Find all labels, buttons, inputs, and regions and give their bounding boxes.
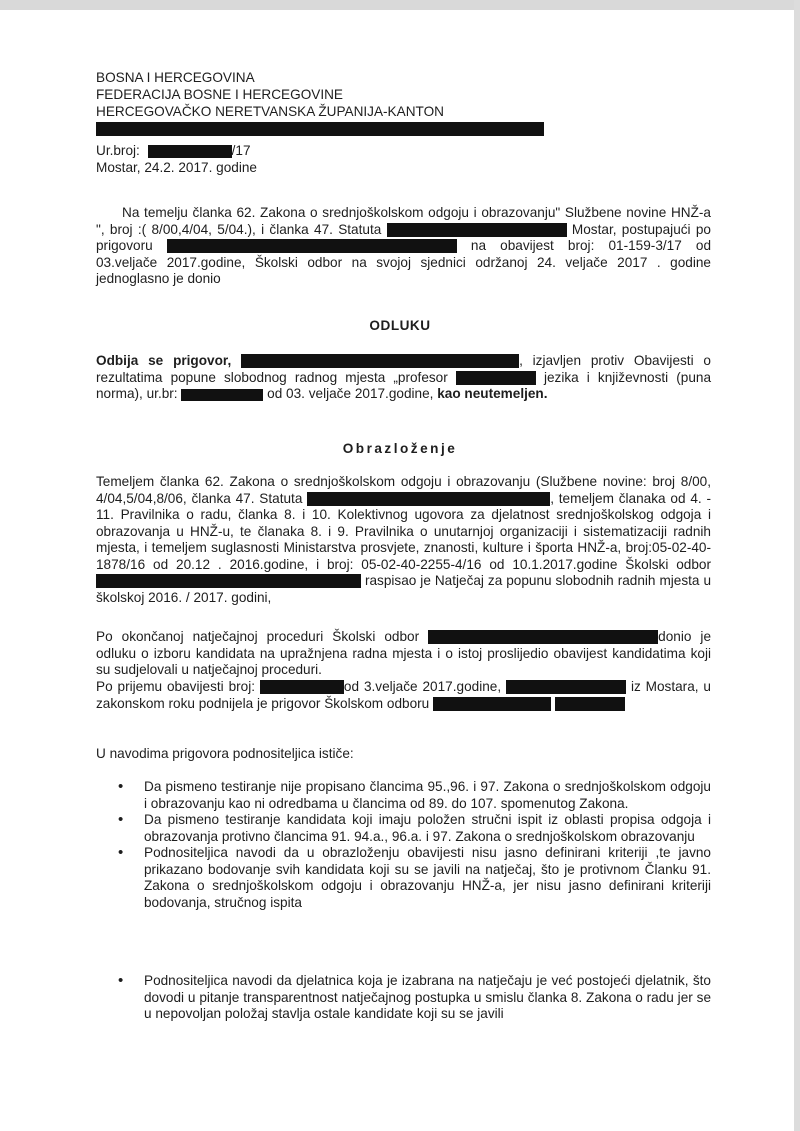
- objection-list-continued: [96, 973, 711, 1023]
- reasoning-paragraph-3: Po prijemu obavijesti broj: od 3.veljače 2017.godine, iz Mostara, u zakonskom roku podnijela je prigovor Školskom odboru: [96, 679, 711, 711]
- redaction-bar: [456, 371, 536, 385]
- reasoning-paragraph-1: Temeljem članka 62. Zakona o srednjoškolskom odgoju i obrazovanju (Službene novine: broj 8/00, 4/04,5/04,8/06, članka 47. Statuta , temeljem članaka od 4. - 11. Pravilnika o radu, članka 8. i 10. Kolektivnog ugovora za djelatnost srednjoškolskog odgoja i obrazovanja u HNŽ-u, te članaka 8. i 9. Pravilnika o unutarnjoj organizaciji i sistematizaciji radnih mjesta, i temeljem suglasnosti Ministarstva prosvjete, znanosti, kulture i športa HNŽ-a, broj:05-02-40-1878/16 od 20.12 . 2016.godine, i broj: 05-02-40-2255-4/16 od 10.1.2017.godine Školski odbor raspisao je Natječaj za popunu slobodnih radnih mjesta u školskoj 2016. / 2017. godini,: [96, 474, 712, 605]
- redaction-bar: [241, 354, 519, 368]
- preamble: Na temelju članka 62. Zakona o srednjoškolskom odgoju i obrazovanju" Službene novine HNŽ-a ", broj :( 8/00,4/04, 5/04.), i članka 47. Statuta Mostar, postupajući po prigovoru na obavijest broj: 01-159-3/17 od 03.veljače 2017.godine, Školski odbor na svojoj sjednici održanoj 24. veljače 2017 . godine jednoglasno je donio: [96, 205, 712, 286]
- redaction-bar: [307, 492, 550, 506]
- header-canton: HERCEGOVAČKO NERETVANSKA ŽUPANIJA-KANTON: [96, 104, 444, 119]
- decision-text: Odbija se prigovor, , izjavljen protiv Obavijesti o rezultatima popune slobodnog radnog mjesta „profesor jezika i književnosti (puna norma), ur.br: od 03. veljače 2017.godine, kao neutemeljen.: [96, 353, 712, 401]
- reasoning-title: Obrazloženje: [342, 441, 458, 456]
- reference-number: Ur.broj: /17: [96, 143, 251, 158]
- redaction-bar: [555, 697, 625, 711]
- scan-top-edge: [0, 0, 800, 10]
- objections-intro: U navodima prigovora podnositeljica ističe:: [96, 746, 354, 761]
- bullet-icon: •: [118, 778, 124, 795]
- scan-right-edge: [794, 0, 800, 1131]
- redaction-bar: [167, 239, 457, 253]
- document-header: [96, 69, 544, 176]
- bullet-icon: •: [118, 811, 124, 828]
- bullet-icon: •: [118, 972, 124, 989]
- bullet-icon: •: [118, 844, 124, 861]
- reasoning-paragraph-2: Po okončanoj natječajnoj proceduri Školski odbor donio je odluku o izboru kandidata na upražnjena radna mjesta i o istoj proslijedio obavijest kandidatima koji su sudjelovali u natječajnoj proceduri.: [96, 629, 712, 677]
- decision-title: ODLUKU: [369, 318, 431, 333]
- redaction-bar: [181, 389, 263, 401]
- header-institution-redaction: [96, 120, 544, 137]
- header-country: BOSNA I HERCEGOVINA: [96, 70, 255, 85]
- redaction-bar: [506, 680, 626, 694]
- redaction-bar: [96, 122, 544, 136]
- list-item: • Da pismeno testiranje kandidata koji imaju položen stručni ispit iz oblasti propisa odgoja i obrazovanja protivno člancima 91. 94.a., 96.a. i 97. Zakona o srednjoškolskom obrazovanju: [118, 811, 711, 844]
- redaction-bar: [96, 574, 361, 588]
- list-item: • Podnositeljica navodi da u obrazloženju obavijesti nisu jasno definirani kriteriji ,te javno prikazano bodovanje svih kandidata koji su se javili na natječaj, što je protivnom Članku 91. Zakona o srednjoškolskom odgoju i obrazovanju HNŽ-a, jer nisu jasno definirani kriteriji bodovanja, stručnog ispita: [118, 844, 711, 910]
- place-date: Mostar, 24.2. 2017. godine: [96, 160, 257, 175]
- list-item: • Podnositeljica navodi da djelatnica koja je izabrana na natječaju je već postojeći djelatnik, što dovodi u pitanje transparentnost natječajnog postupka u smislu članka 8. Zakona o radu jer se u nepovoljan položaj stavlja ostale kandidate koji su se javili: [118, 972, 711, 1021]
- redaction-bar: [433, 697, 551, 711]
- objection-list: [96, 779, 711, 911]
- redaction-bar: [428, 630, 658, 644]
- redaction-bar: [387, 223, 567, 237]
- header-federation: FEDERACIJA BOSNE I HERCEGOVINE: [96, 87, 344, 102]
- list-item: • Da pismeno testiranje nije propisano člancima 95.,96. i 97. Zakona o srednjoškolskom odgoju i obrazovanju kao ni odredbama u člancima od 89. do 107. spomenutog Zakona.: [118, 778, 711, 811]
- redaction-bar: [260, 680, 344, 694]
- redaction-bar: [148, 145, 232, 158]
